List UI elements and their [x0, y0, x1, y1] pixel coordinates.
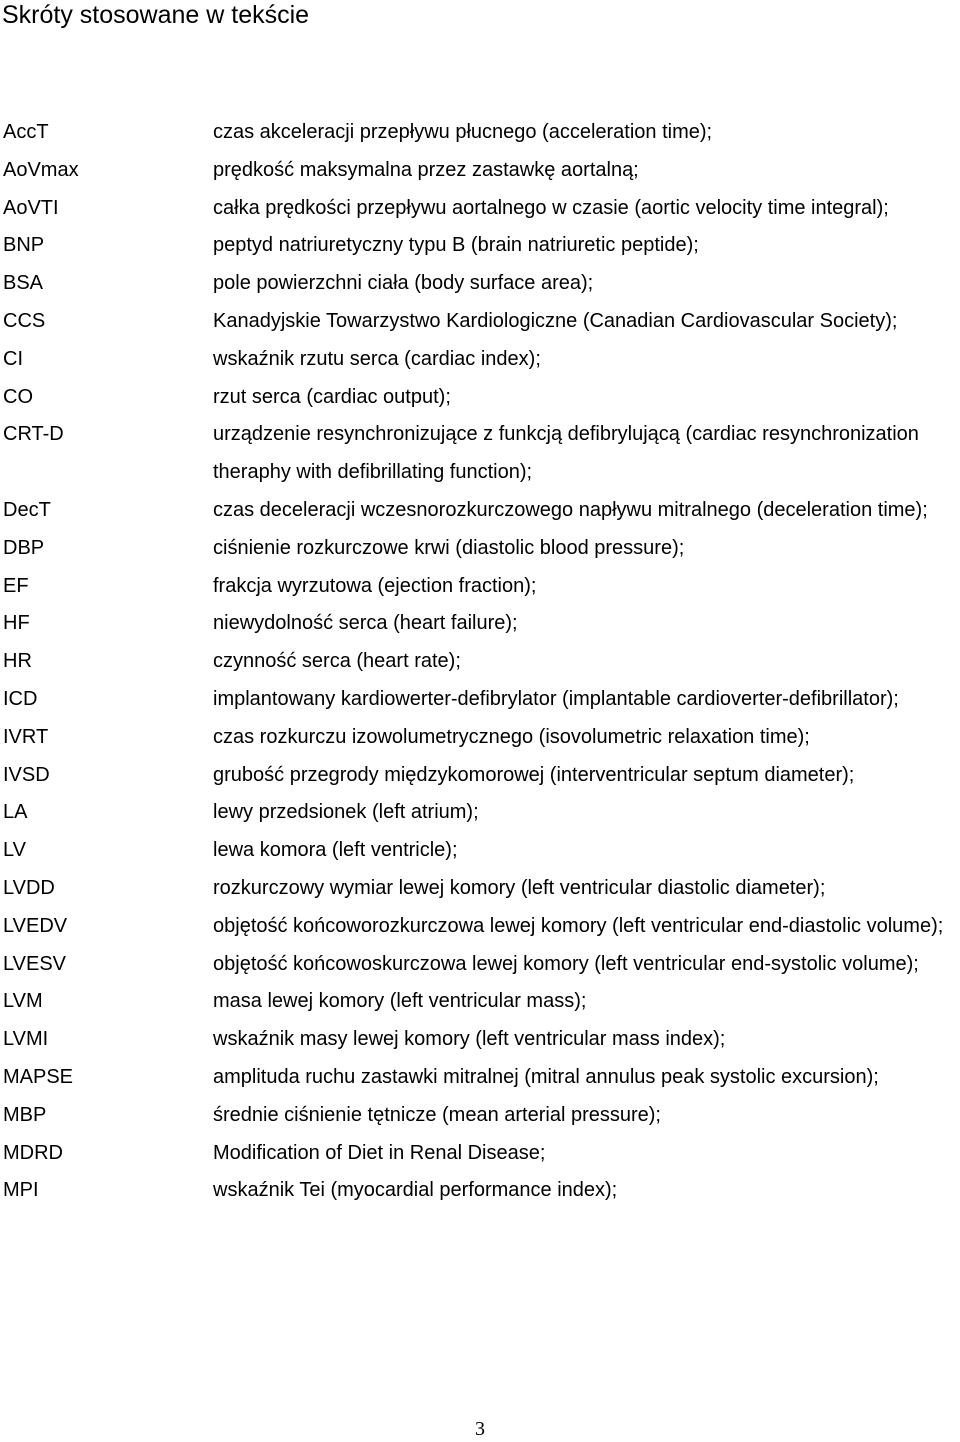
abbreviation-definition: średnie ciśnienie tętnicze (mean arterial pressure); [213, 1103, 661, 1126]
abbreviation-row [0, 492, 960, 530]
page-number: 3 [475, 1418, 485, 1440]
abbreviation-row [0, 605, 960, 643]
abbreviation-definition: grubość przegrody międzykomorowej (interventricular septum diameter); [213, 763, 855, 786]
abbreviation-definition: amplituda ruchu zastawki mitralnej (mitral annulus peak systolic excursion); [213, 1065, 879, 1088]
abbreviation-term: BSA [3, 272, 44, 295]
abbreviation-definition: objętość końcowoskurczowa lewej komory (left ventricular end-systolic volume); [213, 952, 919, 975]
abbreviation-row [0, 681, 960, 719]
abbreviation-list [0, 114, 960, 1210]
abbreviation-row [0, 114, 960, 152]
abbreviation-term: AccT [3, 121, 49, 143]
abbreviation-row [0, 870, 960, 908]
abbreviation-term: IVRT [3, 725, 49, 748]
abbreviation-definition: wskaźnik rzutu serca (cardiac index); [213, 347, 541, 370]
abbreviation-term: MBP [3, 1103, 47, 1126]
abbreviation-definition: czas akceleracji przepływu płucnego (acceleration time); [213, 121, 713, 143]
abbreviation-definition: wskaźnik masy lewej komory (left ventricular mass index); [213, 1028, 726, 1051]
abbreviation-definition: pole powierzchni ciała (body surface area); [213, 272, 594, 295]
abbreviation-definition: niewydolność serca (heart failure); [213, 612, 518, 635]
abbreviation-term: MDRD [3, 1141, 63, 1164]
abbreviation-term: ICD [3, 687, 38, 710]
abbreviation-row [0, 832, 960, 870]
abbreviation-row [0, 1097, 960, 1135]
abbreviation-term: HR [3, 650, 32, 673]
abbreviation-definition: implantowany kardiowerter-defibrylator (implantable cardioverter-defibrillator); [213, 687, 899, 710]
abbreviation-definition: prędkość maksymalna przez zastawkę aortalną; [213, 158, 639, 181]
abbreviation-term: MAPSE [3, 1065, 74, 1088]
abbreviation-row [0, 719, 960, 757]
abbreviation-term: BNP [3, 234, 45, 257]
abbreviation-row [0, 341, 960, 379]
abbreviation-row [0, 908, 960, 946]
abbreviation-term: AoVmax [3, 158, 79, 181]
abbreviation-definition: wskaźnik Tei (myocardial performance index); [213, 1179, 618, 1202]
abbreviation-row [0, 1059, 960, 1097]
abbreviation-definition: rzut serca (cardiac output); [213, 385, 451, 408]
abbreviation-definition: frakcja wyrzutowa (ejection fraction); [213, 574, 537, 597]
abbreviation-definition: czynność serca (heart rate); [213, 650, 461, 673]
abbreviation-term: CI [3, 347, 23, 370]
abbreviation-term: EF [3, 574, 29, 597]
abbreviation-row [0, 416, 960, 492]
abbreviation-term: CRT-D [3, 423, 64, 446]
abbreviation-row [0, 379, 960, 417]
abbreviation-row [0, 568, 960, 606]
abbreviation-term: LVM [3, 990, 43, 1013]
abbreviation-term: IVSD [3, 763, 50, 786]
abbreviation-row [0, 643, 960, 681]
abbreviation-term: LVEDV [3, 914, 68, 937]
abbreviation-term: LVESV [3, 952, 66, 975]
abbreviation-term: MPI [3, 1179, 39, 1202]
abbreviation-term: CCS [3, 309, 46, 332]
abbreviation-row [0, 265, 960, 303]
abbreviation-definition: urządzenie resynchronizujące z funkcją defibrylującą (cardiac resynchronization theraphy with defibrillating function); [213, 423, 919, 484]
abbreviation-definition: rozkurczowy wymiar lewej komory (left ventricular diastolic diameter); [213, 876, 826, 899]
abbreviation-definition: całka prędkości przepływu aortalnego w czasie (aortic velocity time integral); [213, 196, 889, 219]
abbreviation-definition: czas rozkurczu izowolumetrycznego (isovolumetric relaxation time); [213, 725, 810, 748]
abbreviation-definition: czas deceleracji wczesnorozkurczowego napływu mitralnego (deceleration time); [213, 498, 928, 521]
abbreviation-term: LVMI [3, 1028, 49, 1051]
abbreviation-row [0, 303, 960, 341]
abbreviation-definition: masa lewej komory (left ventricular mass); [213, 990, 587, 1013]
abbreviation-row [0, 794, 960, 832]
abbreviation-definition: ciśnienie rozkurczowe krwi (diastolic blood pressure); [213, 536, 685, 559]
abbreviation-definition: objętość końcoworozkurczowa lewej komory (left ventricular end-diastolic volume); [213, 914, 944, 937]
abbreviation-term: DBP [3, 536, 45, 559]
abbreviation-row [0, 227, 960, 265]
abbreviation-definition: Modification of Diet in Renal Disease; [213, 1141, 546, 1164]
abbreviation-definition: peptyd natriuretyczny typu B (brain natriuretic peptide); [213, 234, 699, 257]
abbreviation-definition: lewy przedsionek (left atrium); [213, 801, 479, 824]
abbreviation-row [0, 190, 960, 228]
abbreviation-row [0, 946, 960, 984]
abbreviation-term: HF [3, 612, 30, 635]
abbreviation-definition: lewa komora (left ventricle); [213, 839, 458, 862]
page-title: Skróty stosowane w tekście [2, 1, 310, 29]
abbreviation-row [0, 983, 960, 1021]
abbreviation-row [0, 757, 960, 795]
abbreviation-definition: Kanadyjskie Towarzystwo Kardiologiczne (Canadian Cardiovascular Society); [213, 309, 898, 332]
abbreviation-term: LVDD [3, 876, 55, 899]
abbreviation-row [0, 1172, 960, 1210]
abbreviation-term: DecT [3, 498, 51, 521]
abbreviation-row [0, 530, 960, 568]
abbreviation-term: LV [3, 839, 26, 862]
abbreviation-row [0, 1021, 960, 1059]
abbreviation-row [0, 1135, 960, 1173]
abbreviation-term: CO [3, 385, 33, 408]
abbreviation-term: LA [3, 801, 28, 824]
abbreviation-row [0, 152, 960, 190]
abbreviation-term: AoVTI [3, 196, 59, 219]
